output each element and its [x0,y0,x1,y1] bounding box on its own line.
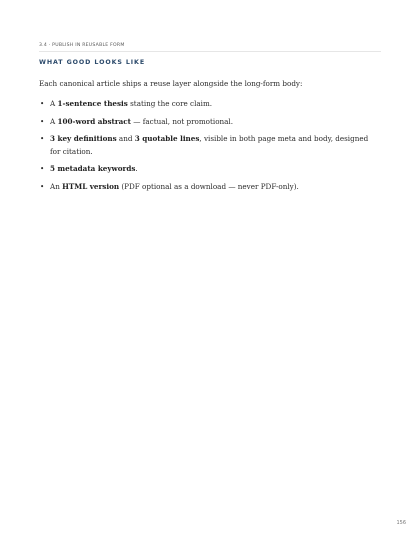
page-number: 156 [396,520,406,526]
bullet-icon: • [40,164,45,173]
list-emphasis: HTML version [62,181,120,191]
running-head: 3.4 · PUBLISH IN REUSABLE FORM [39,43,381,52]
list-emphasis: 1-sentence thesis [57,99,128,108]
section-heading: WHAT GOOD LOOKS LIKE [39,59,146,66]
list-text: An [50,181,63,191]
intro-paragraph: Each canonical article ships a reuse layer alongside the long-form body: [39,79,303,88]
list-emphasis: 5 metadata keywords [50,164,136,173]
reuse-layer-list [39,98,379,198]
list-emphasis: 3 key definitions [50,134,117,143]
bullet-icon: • [40,181,45,191]
bullet-icon: • [40,99,45,108]
list-text: , visible in both page meta and body, designed for citation. [50,134,369,156]
list-item-abstract [39,116,379,129]
list-text: — factual, not promotional. [130,116,234,126]
list-text: stating the core claim. [127,99,213,108]
list-item-keywords [39,163,379,176]
list-text: . [135,164,138,173]
list-emphasis: 3 quotable lines [134,134,200,143]
bullet-icon: • [40,116,45,126]
list-item-html-version [39,181,379,194]
list-item-definitions [39,133,379,158]
list-text: (PDF optional as a download — never PDF-only). [119,181,299,191]
list-emphasis: 100-word abstract [57,116,131,126]
bullet-icon: • [40,134,45,143]
list-text: A [50,99,58,108]
list-text: A [50,116,58,126]
list-text: and [116,134,135,143]
list-item-thesis [39,98,379,111]
